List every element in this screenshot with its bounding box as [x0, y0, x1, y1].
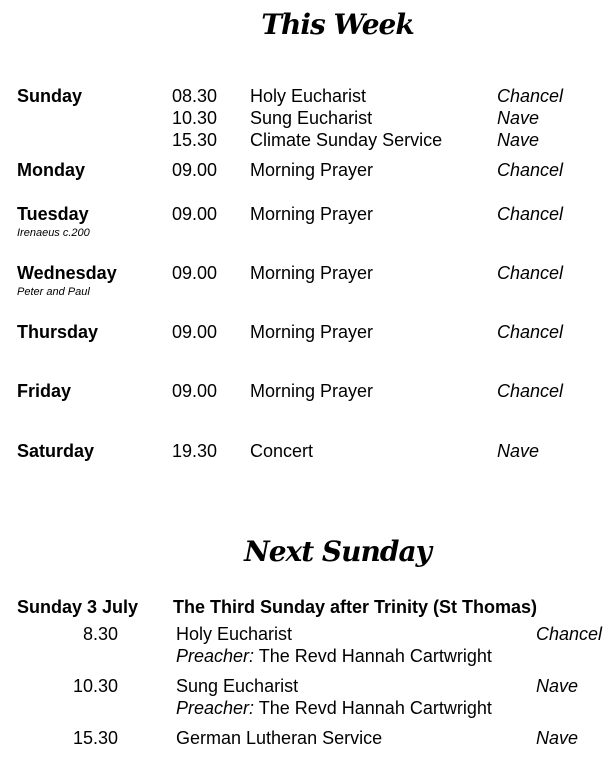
day-saturday: Saturday	[17, 441, 95, 461]
service-time: 09.00	[172, 322, 218, 342]
service-location: Chancel	[497, 381, 564, 401]
service-name: Climate Sunday Service	[250, 130, 443, 150]
service-name: Morning Prayer	[250, 160, 374, 180]
service-location: Nave	[497, 108, 540, 128]
service-name: Concert	[250, 441, 314, 461]
next-sunday-date: Sunday 3 July	[17, 597, 139, 617]
this-week-heading: This Week	[261, 8, 414, 41]
service-time: 15.30	[72, 728, 118, 748]
day-thursday: Thursday	[17, 322, 99, 342]
service-time: 09.00	[172, 381, 218, 401]
service-name: Morning Prayer	[250, 204, 374, 224]
service-name: Holy Eucharist	[176, 624, 293, 644]
preacher-label: Preacher:	[176, 698, 255, 718]
service-time: 10.30	[172, 108, 218, 128]
service-time: 8.30	[82, 624, 118, 644]
service-name: Holy Eucharist	[250, 86, 367, 106]
service-location: Nave	[497, 130, 540, 150]
service-location: Chancel	[497, 204, 564, 224]
service-time: 09.00	[172, 160, 218, 180]
service-location: Chancel	[497, 160, 564, 180]
day-wednesday: Wednesday	[17, 263, 117, 283]
day-friday: Friday	[17, 381, 72, 401]
service-location: Nave	[536, 728, 579, 748]
preacher-name: The Revd Hannah Cartwright	[258, 646, 492, 666]
service-time: 19.30	[172, 441, 218, 461]
service-location: Chancel	[497, 86, 564, 106]
day-sunday: Sunday	[17, 86, 83, 106]
next-sunday-title: The Third Sunday after Trinity (St Thomas)	[173, 597, 538, 617]
service-name: Sung Eucharist	[176, 676, 299, 696]
service-location: Chancel	[536, 624, 603, 644]
service-name: Morning Prayer	[250, 322, 374, 342]
service-time: 08.30	[172, 86, 218, 106]
service-name: Morning Prayer	[250, 263, 374, 283]
service-time: 15.30	[172, 130, 218, 150]
service-location: Nave	[497, 441, 540, 461]
service-name: German Lutheran Service	[176, 728, 383, 748]
day-tuesday: Tuesday	[17, 204, 89, 224]
service-location: Chancel	[497, 263, 564, 283]
service-time: 10.30	[72, 676, 118, 696]
next-sunday-heading: Next Sunday	[244, 535, 431, 568]
service-name: Morning Prayer	[250, 381, 374, 401]
preacher-name: The Revd Hannah Cartwright	[258, 698, 492, 718]
service-name: Sung Eucharist	[250, 108, 373, 128]
service-time: 09.00	[172, 204, 218, 224]
feast-label: Irenaeus c.200	[17, 227, 90, 239]
feast-label: Peter and Paul	[17, 286, 90, 298]
preacher-line	[176, 698, 492, 719]
day-monday: Monday	[17, 160, 86, 180]
preacher-label: Preacher:	[176, 646, 255, 666]
preacher-line	[176, 646, 492, 667]
service-location: Nave	[536, 676, 579, 696]
service-time: 09.00	[172, 263, 218, 283]
service-location: Chancel	[497, 322, 564, 342]
